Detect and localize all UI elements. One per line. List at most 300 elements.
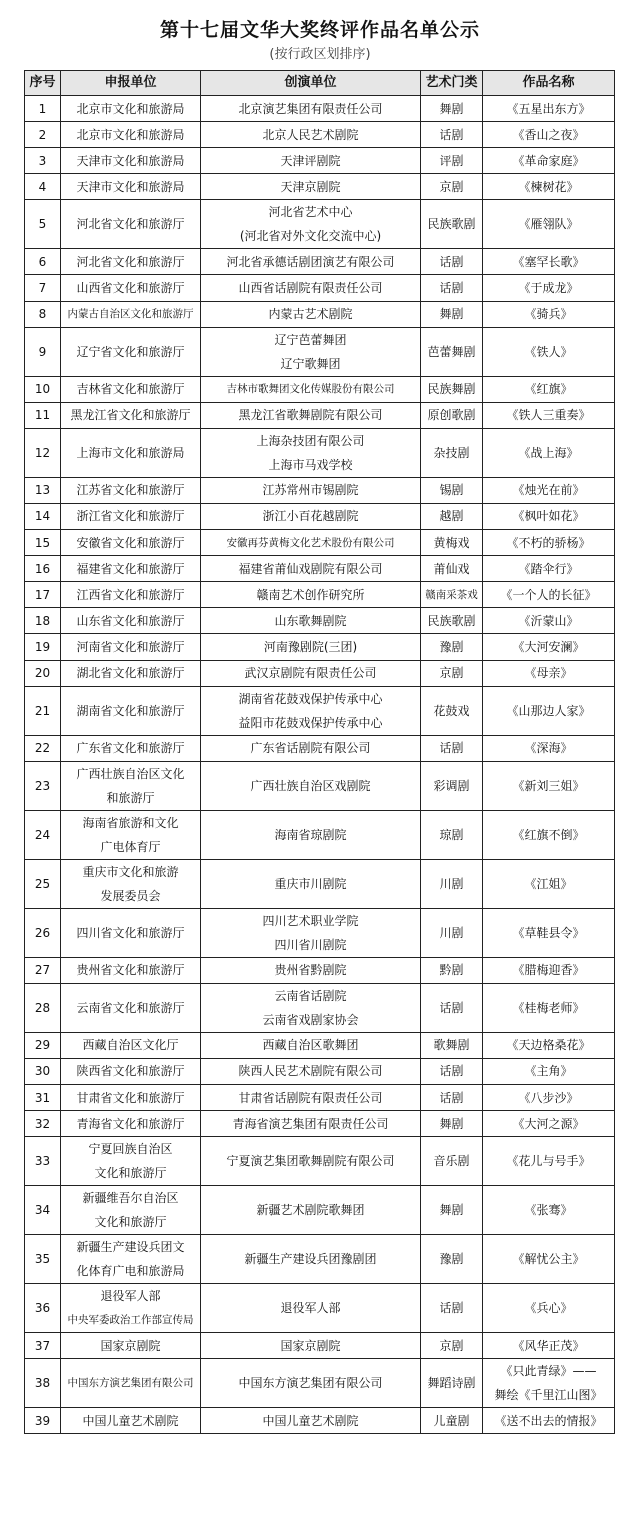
- cell-applicant-line: 甘肃省文化和旅游厅: [76, 1090, 185, 1105]
- cell-applicant-line: 中国儿童艺术剧院: [82, 1413, 179, 1428]
- cell-performer-line: 海南省琼剧院: [274, 827, 347, 842]
- cell-no: 26: [25, 908, 61, 957]
- cell-no: 9: [25, 327, 61, 376]
- cell-category: 彩调剧: [421, 761, 483, 810]
- cell-applicant-line: 四川省文化和旅游厅: [76, 925, 185, 940]
- cell-work-line: 《兵心》: [524, 1301, 573, 1316]
- cell-performer-line: 湖南省花鼓戏保护传承中心: [238, 691, 383, 706]
- cell-work: [483, 530, 615, 556]
- cell-applicant: [61, 1084, 201, 1110]
- cell-work-line: 《枫叶如花》: [512, 509, 585, 524]
- cell-performer: [201, 1186, 421, 1235]
- cell-applicant-line: 新疆维吾尔自治区: [82, 1191, 179, 1206]
- cell-category: 话剧: [421, 983, 483, 1032]
- cell-performer: [201, 530, 421, 556]
- cell-no: 31: [25, 1084, 61, 1110]
- header-performer: 创演单位: [201, 71, 421, 96]
- cell-applicant: [61, 983, 201, 1032]
- cell-category: 豫剧: [421, 634, 483, 660]
- cell-no: 17: [25, 582, 61, 608]
- table-row: [25, 249, 615, 275]
- cell-performer-line: 山西省话剧院有限责任公司: [238, 281, 383, 296]
- cell-applicant-line: 江西省文化和旅游厅: [76, 587, 185, 602]
- cell-work: [483, 1408, 615, 1434]
- cell-work-line: 《天边格桑花》: [506, 1038, 591, 1053]
- cell-category: 话剧: [421, 1058, 483, 1084]
- cell-performer: [201, 556, 421, 582]
- cell-applicant-line: 青海省文化和旅游厅: [76, 1116, 185, 1131]
- cell-applicant: [61, 200, 201, 249]
- cell-no: 3: [25, 148, 61, 174]
- award-list-table: [24, 70, 615, 1434]
- cell-no: 33: [25, 1137, 61, 1186]
- cell-category: 京剧: [421, 1333, 483, 1359]
- cell-no: 2: [25, 122, 61, 148]
- cell-applicant: [61, 957, 201, 983]
- cell-work: [483, 428, 615, 477]
- cell-category: 舞剧: [421, 1111, 483, 1137]
- cell-performer: [201, 148, 421, 174]
- table-row: [25, 1408, 615, 1434]
- table-header-row: [25, 71, 615, 96]
- cell-applicant-line: 中国东方演艺集团有限公司: [67, 1377, 194, 1390]
- cell-applicant-line: 国家京剧院: [100, 1338, 161, 1353]
- cell-work: [483, 1359, 615, 1408]
- cell-applicant-line: 陕西省文化和旅游厅: [76, 1064, 185, 1079]
- cell-work: [483, 148, 615, 174]
- cell-no: 32: [25, 1111, 61, 1137]
- cell-no: 14: [25, 503, 61, 529]
- cell-work: [483, 1084, 615, 1110]
- cell-work-line: 《八步沙》: [518, 1090, 579, 1105]
- table-row: [25, 1111, 615, 1137]
- cell-applicant-line: 北京市文化和旅游局: [76, 127, 185, 142]
- table-row: [25, 810, 615, 859]
- cell-work: [483, 1111, 615, 1137]
- cell-performer-line: 广东省话剧院有限公司: [250, 741, 371, 756]
- cell-no: 36: [25, 1284, 61, 1333]
- cell-work-line: 舞绘《千里江山图》: [494, 1388, 603, 1403]
- cell-work-line: 《战上海》: [518, 445, 579, 460]
- cell-performer: [201, 859, 421, 908]
- cell-applicant: [61, 1186, 201, 1235]
- cell-performer-line: 陕西人民艺术剧院有限公司: [238, 1064, 383, 1079]
- cell-no: 18: [25, 608, 61, 634]
- cell-work: [483, 634, 615, 660]
- cell-work: [483, 503, 615, 529]
- cell-no: 21: [25, 686, 61, 735]
- cell-performer-line: 内蒙古艺术剧院: [268, 307, 353, 322]
- cell-category: 民族歌剧: [421, 200, 483, 249]
- cell-work: [483, 582, 615, 608]
- table-row: [25, 1084, 615, 1110]
- cell-applicant-line: 文化和旅游厅: [94, 1215, 167, 1230]
- cell-work-line: 《红旗不倒》: [512, 827, 585, 842]
- table-row: [25, 686, 615, 735]
- cell-performer: [201, 1235, 421, 1284]
- cell-applicant: [61, 908, 201, 957]
- table-row: [25, 428, 615, 477]
- cell-applicant-line: 上海市文化和旅游局: [76, 445, 185, 460]
- cell-category: 越剧: [421, 503, 483, 529]
- cell-work-line: 《不朽的骄杨》: [506, 535, 591, 550]
- cell-performer: [201, 428, 421, 477]
- cell-performer: [201, 735, 421, 761]
- cell-performer: [201, 200, 421, 249]
- table-row: [25, 530, 615, 556]
- cell-applicant: [61, 761, 201, 810]
- cell-work-line: 《桂梅老师》: [512, 1000, 585, 1015]
- cell-performer: [201, 660, 421, 686]
- cell-category: 话剧: [421, 735, 483, 761]
- cell-applicant-line: 西藏自治区文化厅: [82, 1038, 179, 1053]
- cell-performer-line: 武汉京剧院有限责任公司: [244, 666, 377, 681]
- cell-category: 话剧: [421, 122, 483, 148]
- cell-performer-line: 宁夏演艺集团歌舞剧院有限公司: [226, 1154, 395, 1169]
- cell-no: 38: [25, 1359, 61, 1408]
- cell-applicant-line: 江苏省文化和旅游厅: [76, 483, 185, 498]
- cell-work: [483, 200, 615, 249]
- cell-no: 13: [25, 477, 61, 503]
- cell-performer: [201, 957, 421, 983]
- cell-performer-line: 退役军人部: [280, 1301, 341, 1316]
- cell-performer: [201, 1284, 421, 1333]
- table-row: [25, 1186, 615, 1235]
- cell-performer-line: 中国东方演艺集团有限公司: [238, 1376, 383, 1391]
- cell-applicant-line: 黑龙江省文化和旅游厅: [70, 408, 191, 423]
- cell-work: [483, 122, 615, 148]
- cell-applicant: [61, 608, 201, 634]
- cell-applicant-line: 天津市文化和旅游局: [76, 179, 185, 194]
- cell-applicant-line: 辽宁省文化和旅游厅: [76, 344, 185, 359]
- table-row: [25, 174, 615, 200]
- table-body: [25, 96, 615, 1434]
- cell-category: 歌舞剧: [421, 1032, 483, 1058]
- cell-performer-line: 青海省演艺集团有限责任公司: [232, 1116, 389, 1131]
- cell-category: 莆仙戏: [421, 556, 483, 582]
- cell-performer: [201, 275, 421, 301]
- cell-category: 原创歌剧: [421, 402, 483, 428]
- cell-no: 1: [25, 96, 61, 122]
- cell-category: 话剧: [421, 275, 483, 301]
- cell-work-line: 《烛光在前》: [512, 483, 585, 498]
- table-row: [25, 1137, 615, 1186]
- cell-applicant-line: 内蒙古自治区文化和旅游厅: [67, 308, 194, 321]
- cell-work-line: 《风华正茂》: [512, 1338, 585, 1353]
- cell-applicant: [61, 1359, 201, 1408]
- cell-performer-line: 贵州省黔剧院: [274, 963, 347, 978]
- cell-applicant: [61, 1408, 201, 1434]
- cell-performer-line: 河南豫剧院(三团): [263, 639, 358, 654]
- cell-performer-line: 江苏常州市锡剧院: [262, 483, 359, 498]
- cell-performer: [201, 1111, 421, 1137]
- cell-performer-line: 黑龙江省歌舞剧院有限公司: [238, 408, 383, 423]
- cell-work-line: 《塞罕长歌》: [512, 254, 585, 269]
- cell-work: [483, 859, 615, 908]
- table-row: [25, 608, 615, 634]
- cell-performer-line: 重庆市川剧院: [274, 876, 347, 891]
- cell-category: 话剧: [421, 1284, 483, 1333]
- cell-performer-line: 天津评剧院: [280, 153, 341, 168]
- table-row: [25, 859, 615, 908]
- cell-applicant: [61, 810, 201, 859]
- cell-applicant: [61, 530, 201, 556]
- cell-category: 杂技剧: [421, 428, 483, 477]
- table-row: [25, 402, 615, 428]
- cell-applicant: [61, 275, 201, 301]
- cell-work-line: 《五星出东方》: [506, 101, 591, 116]
- cell-no: 12: [25, 428, 61, 477]
- cell-no: 19: [25, 634, 61, 660]
- cell-performer: [201, 96, 421, 122]
- cell-work: [483, 1235, 615, 1284]
- cell-performer-line: 西藏自治区歌舞团: [262, 1038, 359, 1053]
- header-work: 作品名称: [483, 71, 615, 96]
- cell-no: 30: [25, 1058, 61, 1084]
- cell-work: [483, 983, 615, 1032]
- cell-no: 10: [25, 376, 61, 402]
- cell-work-line: 《踏伞行》: [518, 561, 579, 576]
- cell-category: 音乐剧: [421, 1137, 483, 1186]
- cell-no: 35: [25, 1235, 61, 1284]
- cell-applicant-line: 化体育广电和旅游局: [76, 1264, 185, 1279]
- cell-applicant: [61, 122, 201, 148]
- cell-no: 24: [25, 810, 61, 859]
- cell-applicant: [61, 1058, 201, 1084]
- cell-applicant-line: 广电体育厅: [100, 839, 161, 854]
- cell-performer-line: 四川省川剧院: [274, 937, 347, 952]
- cell-applicant: [61, 1284, 201, 1333]
- cell-performer: [201, 503, 421, 529]
- cell-applicant-line: 北京市文化和旅游局: [76, 101, 185, 116]
- cell-performer-line: 新疆艺术剧院歌舞团: [256, 1203, 365, 1218]
- cell-performer: [201, 908, 421, 957]
- cell-performer: [201, 1058, 421, 1084]
- cell-performer: [201, 376, 421, 402]
- cell-performer-line: 四川艺术职业学院: [262, 913, 359, 928]
- cell-category: 黔剧: [421, 957, 483, 983]
- cell-work-line: 《送不出去的情报》: [494, 1413, 603, 1428]
- cell-category: 儿童剧: [421, 1408, 483, 1434]
- cell-performer-line: 中国儿童艺术剧院: [262, 1413, 359, 1428]
- cell-applicant: [61, 1235, 201, 1284]
- cell-work-line: 《主角》: [524, 1064, 573, 1079]
- cell-applicant: [61, 634, 201, 660]
- cell-work-line: 《解忧公主》: [512, 1252, 585, 1267]
- cell-category: 花鼓戏: [421, 686, 483, 735]
- cell-category: 琼剧: [421, 810, 483, 859]
- cell-performer: [201, 301, 421, 327]
- table-row: [25, 983, 615, 1032]
- cell-performer-line: 新疆生产建设兵团豫剧团: [244, 1252, 377, 1267]
- cell-performer: [201, 327, 421, 376]
- cell-applicant-line: 海南省旅游和文化: [82, 815, 179, 830]
- cell-no: 22: [25, 735, 61, 761]
- cell-work-line: 《大河之源》: [512, 1116, 585, 1131]
- cell-work-line: 《铁人三重奏》: [506, 408, 591, 423]
- cell-work-line: 《沂蒙山》: [518, 613, 579, 628]
- header-applicant: 申报单位: [61, 71, 201, 96]
- cell-performer-line: 益阳市花鼓戏保护传承中心: [238, 715, 383, 730]
- cell-applicant: [61, 96, 201, 122]
- cell-work-line: 《母亲》: [524, 666, 573, 681]
- cell-performer-line: 山东歌舞剧院: [274, 613, 347, 628]
- cell-no: 8: [25, 301, 61, 327]
- cell-applicant-line: 退役军人部: [100, 1289, 161, 1304]
- cell-performer-line: 上海杂技团有限公司: [256, 433, 365, 448]
- cell-performer: [201, 477, 421, 503]
- cell-applicant-line: 贵州省文化和旅游厅: [76, 963, 185, 978]
- table-row: [25, 275, 615, 301]
- cell-applicant-line: 河北省文化和旅游厅: [76, 217, 185, 232]
- cell-work-line: 《楝树花》: [518, 179, 579, 194]
- cell-category: 民族歌剧: [421, 608, 483, 634]
- cell-performer: [201, 249, 421, 275]
- cell-work-line: 《铁人》: [524, 344, 573, 359]
- cell-performer-line: 国家京剧院: [280, 1338, 341, 1353]
- cell-work: [483, 327, 615, 376]
- cell-applicant-line: 山西省文化和旅游厅: [76, 281, 185, 296]
- cell-performer: [201, 1032, 421, 1058]
- cell-applicant-line: 湖北省文化和旅游厅: [76, 666, 185, 681]
- table-row: [25, 556, 615, 582]
- cell-category: 川剧: [421, 859, 483, 908]
- page-subtitle: (按行政区划排序): [269, 47, 371, 62]
- cell-work-line: 《江姐》: [524, 876, 573, 891]
- cell-category: 京剧: [421, 660, 483, 686]
- cell-work-line: 《大河安澜》: [512, 639, 585, 654]
- cell-no: 7: [25, 275, 61, 301]
- page-title: 第十七届文华大奖终评作品名单公示: [159, 19, 480, 41]
- cell-performer-line: 北京演艺集团有限责任公司: [238, 101, 383, 116]
- cell-applicant-line: 和旅游厅: [106, 790, 155, 805]
- cell-performer-line: 云南省戏剧家协会: [262, 1012, 359, 1027]
- cell-category: 民族舞剧: [421, 376, 483, 402]
- cell-applicant-line: 文化和旅游厅: [94, 1166, 167, 1181]
- table-row: [25, 1058, 615, 1084]
- cell-work: [483, 301, 615, 327]
- cell-work: [483, 556, 615, 582]
- cell-work-line: 《花儿与号手》: [506, 1154, 591, 1169]
- cell-work: [483, 96, 615, 122]
- cell-performer: [201, 582, 421, 608]
- cell-work-line: 《山那边人家》: [506, 703, 591, 718]
- cell-performer-line: 福建省莆仙戏剧院有限公司: [238, 561, 383, 576]
- cell-category: 舞剧: [421, 96, 483, 122]
- cell-performer: [201, 810, 421, 859]
- cell-performer-line: 甘肃省话剧院有限责任公司: [238, 1090, 383, 1105]
- cell-category: 豫剧: [421, 1235, 483, 1284]
- cell-performer-line: 辽宁歌舞团: [280, 356, 341, 371]
- cell-work-line: 《于成龙》: [518, 281, 579, 296]
- cell-work: [483, 376, 615, 402]
- cell-category: 黄梅戏: [421, 530, 483, 556]
- cell-performer: [201, 761, 421, 810]
- cell-category: 京剧: [421, 174, 483, 200]
- cell-work-line: 《雁翎队》: [518, 217, 579, 232]
- cell-no: 29: [25, 1032, 61, 1058]
- cell-work-line: 《深海》: [524, 741, 573, 756]
- cell-performer: [201, 608, 421, 634]
- cell-applicant: [61, 1111, 201, 1137]
- cell-no: 25: [25, 859, 61, 908]
- cell-applicant-line: 天津市文化和旅游局: [76, 153, 185, 168]
- cell-applicant: [61, 376, 201, 402]
- cell-applicant-line: 广西壮族自治区文化: [76, 766, 185, 781]
- table-row: [25, 327, 615, 376]
- cell-no: 5: [25, 200, 61, 249]
- cell-applicant: [61, 477, 201, 503]
- cell-performer-line: 天津京剧院: [280, 179, 341, 194]
- cell-applicant: [61, 686, 201, 735]
- cell-performer: [201, 174, 421, 200]
- cell-applicant: [61, 1137, 201, 1186]
- cell-applicant-line: 吉林省文化和旅游厅: [76, 382, 185, 397]
- cell-applicant: [61, 859, 201, 908]
- cell-performer: [201, 686, 421, 735]
- cell-category: 舞蹈诗剧: [421, 1359, 483, 1408]
- cell-applicant: [61, 301, 201, 327]
- table-row: [25, 634, 615, 660]
- cell-category: 赣南采茶戏: [421, 582, 483, 608]
- cell-work: [483, 686, 615, 735]
- cell-applicant-line: 山东省文化和旅游厅: [76, 613, 185, 628]
- cell-performer: [201, 983, 421, 1032]
- cell-category: 锡剧: [421, 477, 483, 503]
- cell-no: 6: [25, 249, 61, 275]
- cell-work-line: 《红旗》: [524, 382, 573, 397]
- cell-work: [483, 908, 615, 957]
- cell-applicant-line: 云南省文化和旅游厅: [76, 1000, 185, 1015]
- table-row: [25, 735, 615, 761]
- cell-work-line: 《只此青绿》——: [500, 1364, 597, 1379]
- cell-applicant-line: 重庆市文化和旅游: [82, 864, 179, 879]
- table-row: [25, 761, 615, 810]
- cell-performer-line: 安徽再芬黄梅文化艺术股份有限公司: [226, 536, 395, 549]
- table-row: [25, 582, 615, 608]
- cell-work-line: 《一个人的长征》: [500, 587, 597, 602]
- cell-category: 评剧: [421, 148, 483, 174]
- cell-work-line: 《香山之夜》: [512, 127, 585, 142]
- table-row: [25, 1032, 615, 1058]
- cell-work: [483, 957, 615, 983]
- cell-work: [483, 1032, 615, 1058]
- cell-work: [483, 249, 615, 275]
- cell-work: [483, 810, 615, 859]
- cell-performer-line: 上海市马戏学校: [268, 457, 353, 472]
- cell-performer-line: 云南省话剧院: [274, 988, 347, 1003]
- cell-applicant-line: 浙江省文化和旅游厅: [76, 509, 185, 524]
- table-row: [25, 301, 615, 327]
- cell-work: [483, 608, 615, 634]
- table-row: [25, 957, 615, 983]
- cell-work: [483, 1058, 615, 1084]
- table-row: [25, 1333, 615, 1359]
- cell-category: 芭蕾舞剧: [421, 327, 483, 376]
- cell-applicant: [61, 249, 201, 275]
- cell-work: [483, 402, 615, 428]
- table-row: [25, 148, 615, 174]
- cell-performer-line: 北京人民艺术剧院: [262, 127, 359, 142]
- cell-applicant-line: 广东省文化和旅游厅: [76, 741, 185, 756]
- cell-no: 11: [25, 402, 61, 428]
- header-no: 序号: [25, 71, 61, 96]
- cell-work-line: 《新刘三姐》: [512, 778, 585, 793]
- cell-performer-line: 吉林市歌舞团文化传媒股份有限公司: [226, 383, 395, 396]
- cell-applicant-line: 河北省文化和旅游厅: [76, 254, 185, 269]
- cell-applicant-line: 宁夏回族自治区: [88, 1142, 173, 1157]
- cell-work-line: 《腊梅迎香》: [512, 963, 585, 978]
